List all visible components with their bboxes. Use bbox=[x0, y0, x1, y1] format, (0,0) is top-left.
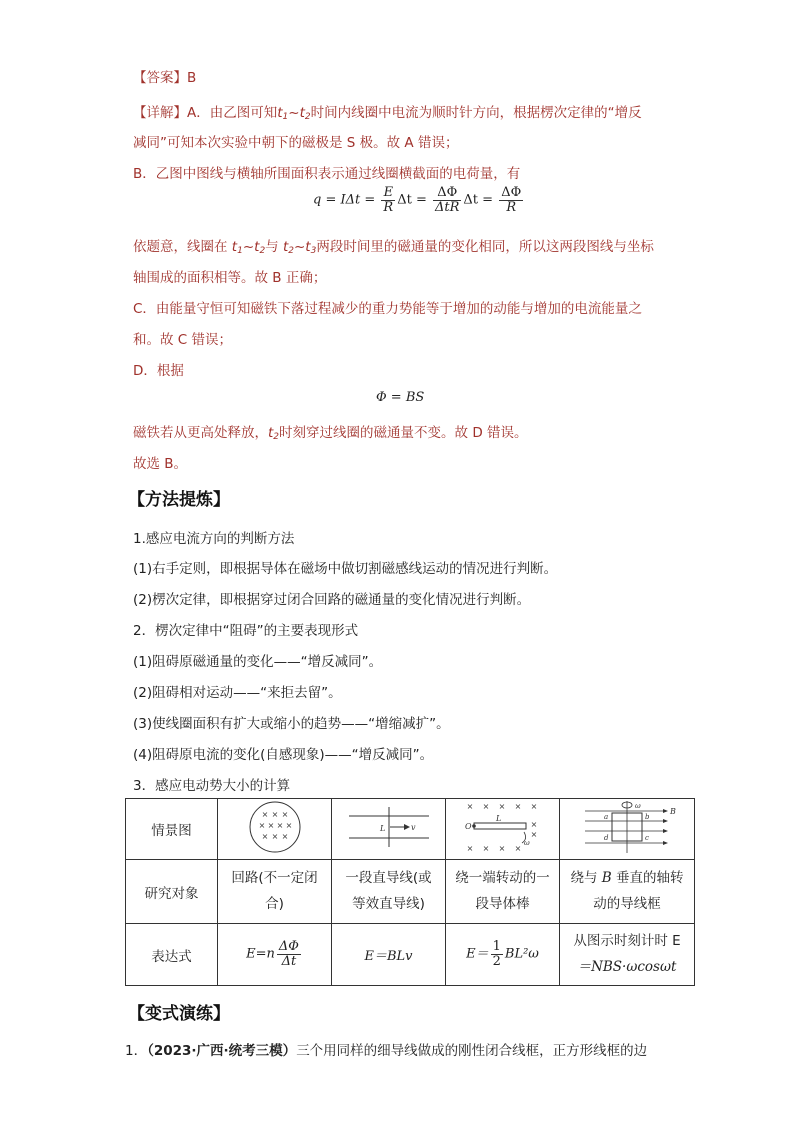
expression-cell: E=n $\frac{\Delta\Phi}{\Delta t}$ bbox=[218, 924, 332, 986]
svg-text:×: × bbox=[530, 802, 537, 811]
scene-figure-frame bbox=[560, 799, 695, 860]
svg-text:b: b bbox=[645, 813, 650, 821]
svg-text:B: B bbox=[670, 807, 676, 816]
svg-text:×: × bbox=[514, 844, 521, 853]
loop-figure bbox=[245, 799, 305, 855]
equation-flux: Φ = BS bbox=[376, 390, 425, 405]
detail-choose: 故选 B。 bbox=[133, 456, 188, 472]
expression-cell: E＝BLv bbox=[332, 924, 446, 986]
answer-label: 【答案】 bbox=[133, 70, 187, 86]
svg-text:c: c bbox=[645, 834, 649, 842]
row-label-scene: 情景图 bbox=[126, 799, 218, 860]
rotating-frame-figure bbox=[577, 799, 677, 855]
svg-text:×: × bbox=[276, 821, 283, 830]
svg-text:×: × bbox=[530, 830, 537, 839]
scene-figure-rotating-rod bbox=[446, 799, 560, 860]
method-p7: (3)使线圈面积有扩大或缩小的趋势——“增缩减扩”。 bbox=[133, 716, 450, 732]
detail-label: 【详解】 bbox=[133, 105, 187, 121]
svg-text:×: × bbox=[281, 832, 288, 841]
rotating-rod-figure bbox=[458, 799, 548, 855]
object-cell: 回路(不一定闭 合) bbox=[218, 860, 332, 924]
svg-text:×: × bbox=[261, 810, 268, 819]
method-p2: (1)右手定则，即根据导体在磁场中做切割磁感线运动的情况进行判断。 bbox=[133, 561, 558, 577]
svg-text:×: × bbox=[271, 810, 278, 819]
emf-table bbox=[125, 798, 695, 986]
row-label-expression: 表达式 bbox=[126, 924, 218, 986]
fraction-dphi-over-r: $\frac{\Delta\Phi}{R}$ bbox=[501, 185, 522, 215]
method-p9: 3．感应电动势大小的计算 bbox=[133, 778, 291, 794]
method-p3: (2)楞次定律，即根据穿过闭合回路的磁通量的变化情况进行判断。 bbox=[133, 592, 531, 608]
rod-figure bbox=[344, 802, 434, 852]
svg-text:v: v bbox=[410, 823, 416, 832]
svg-text:×: × bbox=[285, 821, 292, 830]
svg-text:×: × bbox=[258, 821, 265, 830]
svg-text:ω: ω bbox=[523, 839, 530, 847]
method-p6: (2)阻碍相对运动——“来拒去留”。 bbox=[133, 685, 342, 701]
svg-text:×: × bbox=[482, 844, 489, 853]
svg-text:a: a bbox=[604, 813, 609, 821]
detail-b-line2: 依题意，线圈在 $t_1\sim t_2$与 $t_2\sim t_3$两段时间里的磁通量的变化相同，所以这两段图线与坐标 bbox=[133, 239, 654, 256]
svg-text:×: × bbox=[466, 844, 473, 853]
method-p1: 1.感应电流方向的判断方法 bbox=[133, 531, 295, 547]
answer-line bbox=[133, 66, 196, 86]
method-p4: 2．楞次定律中“阻碍”的主要表现形式 bbox=[133, 623, 359, 639]
row-label-object: 研究对象 bbox=[126, 860, 218, 924]
svg-text:×: × bbox=[466, 802, 473, 811]
method-p5: (1)阻碍原磁通量的变化——“增反减同”。 bbox=[133, 654, 383, 670]
table-row bbox=[126, 924, 695, 986]
expression-cell: E＝ $\frac{1}{2}$ BL²ω bbox=[446, 924, 560, 986]
svg-text:L: L bbox=[379, 824, 385, 833]
detail-a-line2: 减同”可知本次实验中朝下的磁极是 S 极。故 A 错误； bbox=[133, 135, 459, 151]
detail-d-line2: 磁铁若从更高处释放，$t_2$时刻穿过线圈的磁通量不变。故 D 错误。 bbox=[133, 425, 528, 442]
table-row bbox=[126, 799, 695, 860]
svg-text:×: × bbox=[530, 820, 537, 829]
svg-text:×: × bbox=[498, 802, 505, 811]
fraction-e-over-r: $\frac{E}{R}$ bbox=[383, 185, 394, 215]
method-p8: (4)阻碍原电流的变化(自感现象)——“增反减同”。 bbox=[133, 747, 434, 763]
table-row bbox=[126, 860, 695, 924]
object-cell: 绕一端转动的一 段导体棒 bbox=[446, 860, 560, 924]
svg-text:×: × bbox=[514, 802, 521, 811]
detail-c-line2: 和。故 C 错误； bbox=[133, 332, 233, 348]
svg-text:×: × bbox=[482, 802, 489, 811]
object-cell: 一段直导线(或 等效直导线) bbox=[332, 860, 446, 924]
detail-c-line1: C．由能量守恒可知磁铁下落过程减少的重力势能等于增加的动能与增加的电流能量之 bbox=[133, 301, 642, 317]
object-cell: 绕与 B 垂直的轴转 动的导线框 bbox=[560, 860, 695, 924]
svg-text:×: × bbox=[267, 821, 274, 830]
fraction-dphi-over-dtr: $\frac{\Delta\Phi}{\text{ΔtR}}$ bbox=[435, 185, 460, 215]
answer-value: B bbox=[187, 70, 197, 86]
svg-text:L: L bbox=[495, 814, 501, 823]
variant-title: 【变式演练】 bbox=[128, 1004, 230, 1024]
method-title: 【方法提炼】 bbox=[128, 490, 230, 510]
svg-text:×: × bbox=[281, 810, 288, 819]
svg-text:d: d bbox=[604, 834, 609, 842]
detail-d-line1: D．根据 bbox=[133, 363, 184, 379]
svg-text:×: × bbox=[261, 832, 268, 841]
svg-text:ω: ω bbox=[635, 802, 641, 810]
variant-q1: 1．（2023·广西·统考三模）三个用同样的细导线做成的刚性闭合线框，正方形线框的边 bbox=[125, 1043, 648, 1059]
svg-text:×: × bbox=[271, 832, 278, 841]
svg-text:×: × bbox=[498, 844, 505, 853]
detail-b-line3: 轴围成的面积相等。故 B 正确； bbox=[133, 270, 327, 286]
scene-figure-rod bbox=[332, 799, 446, 860]
detail-b-line1: B．乙图中图线与横轴所围面积表示通过线圈横截面的电荷量，有 bbox=[133, 166, 521, 182]
equation-charge: q = IΔt = $\frac{E}{R}$ Δt = $\frac{\Delta\Phi}{\text{ΔtR}}$ Δt = $\frac{\Delta\Phi}{R}$ bbox=[313, 185, 522, 215]
svg-text:O: O bbox=[464, 822, 472, 831]
detail-a-line1: 【详解】A．由乙图可知$t_1\sim t_2$时间内线圈中电流为顺时针方向，根据楞次定律的“增反 bbox=[133, 105, 642, 122]
scene-figure-loop bbox=[218, 799, 332, 860]
expression-cell: 从图示时刻计时 E ＝NBS·ωcosωt bbox=[560, 924, 695, 986]
